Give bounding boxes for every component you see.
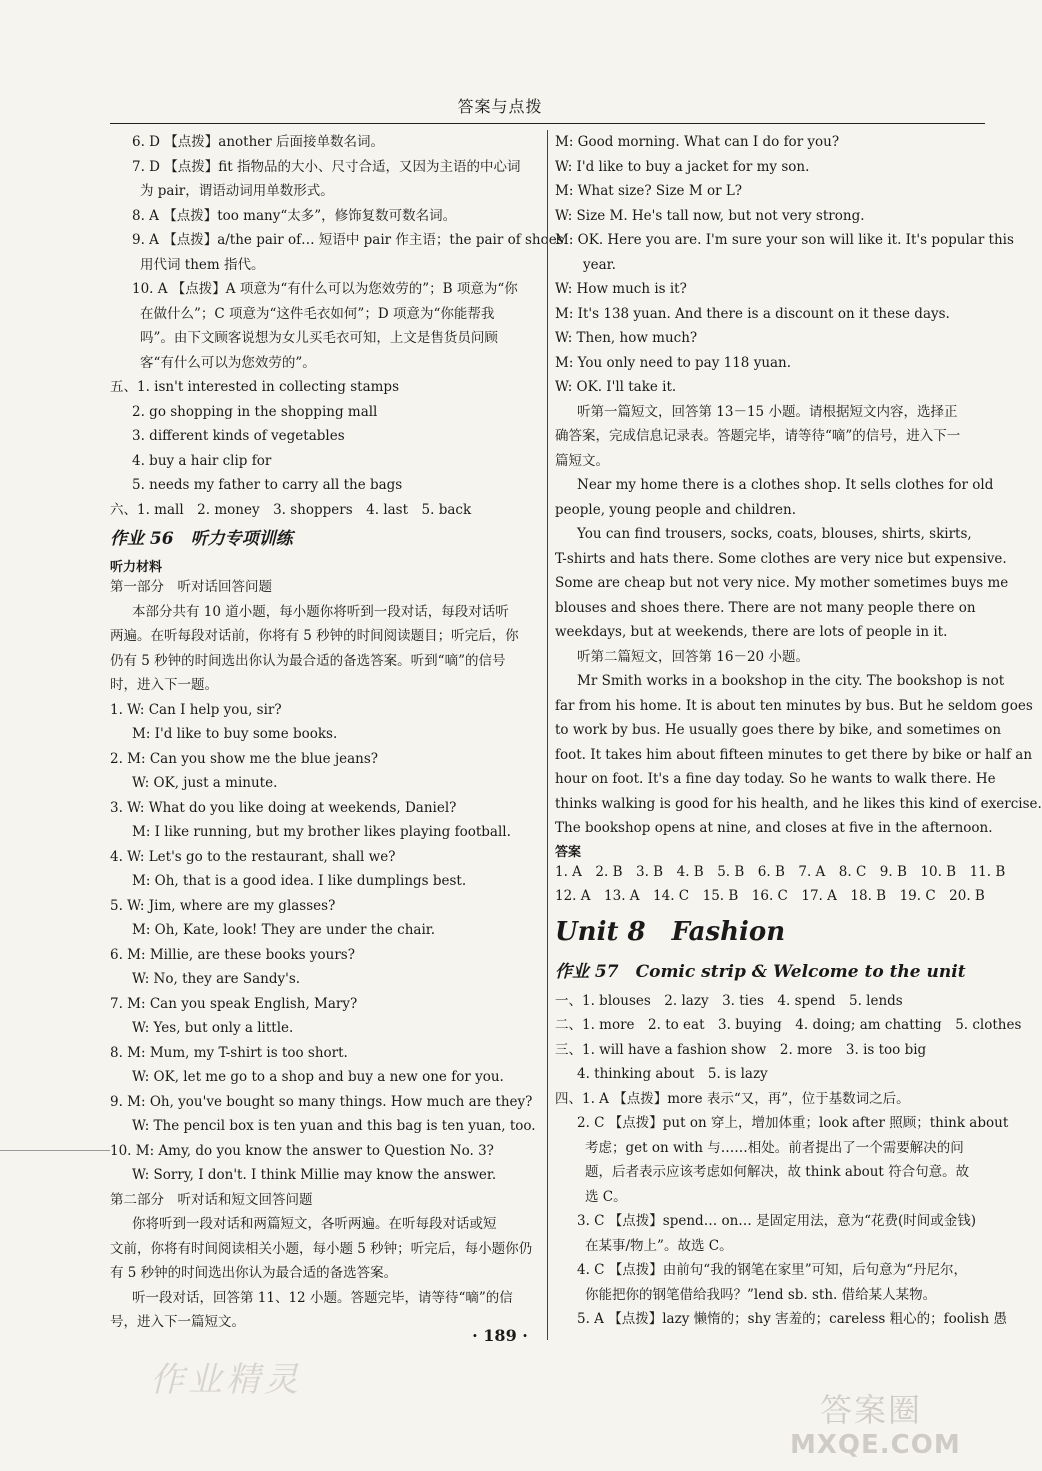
right-column-line: 3. C 【点拨】spend… on… 是固定用法，意为“花费(时间或金钱) [577, 1213, 977, 1229]
left-column-line: 第二部分 听对话和短文回答问题 [110, 1191, 313, 1208]
right-column-line: far from his home. It is about ten minutes by bus. But he seldom goes [555, 697, 1033, 714]
left-column-line: W: No, they are Sandy's. [132, 971, 301, 987]
left-column-line: 9. A 【点拨】a/the pair of… 短语中 pair 作主语；the pair of shoes [132, 232, 564, 248]
right-column-line: W: Size M. He's tall now, but not very strong. [555, 207, 865, 224]
right-column-line: 篇短文。 [555, 452, 609, 469]
left-column-line: 号，进入下一篇短文。 [110, 1314, 245, 1330]
right-column-line: hour on foot. It's a fine day today. So he wants to walk there. He [555, 771, 996, 787]
right-column-line: W: I'd like to buy a jacket for my son. [555, 158, 810, 175]
watermark-url: MXQE.COM [790, 1430, 961, 1460]
right-column-line: T-shirts and hats there. Some clothes are very nice but expensive. [555, 550, 1007, 567]
left-column-line: W: OK, let me go to a shop and buy a new one for you. [132, 1069, 504, 1085]
binding-cut-line [0, 1150, 110, 1151]
left-column-line: 两遍。在听每段对话前，你将有 5 秒钟的时间阅读题目；听完后，你 [110, 628, 519, 644]
left-column-line: 作业 56 听力专项训练 [110, 529, 293, 549]
left-column-line: 用代词 them 指代。 [140, 256, 265, 273]
right-column-line: 在某事/物上”。故选 C。 [585, 1237, 733, 1254]
right-column-line: 选 C。 [585, 1188, 627, 1205]
left-column-line: 为 pair，谓语动词用单数形式。 [140, 183, 334, 199]
left-column-line: 10. M: Amy, do you know the answer to Question No. 3? [110, 1142, 494, 1159]
left-column-line: 8. M: Mum, my T-shirt is too short. [110, 1044, 348, 1061]
right-column-line: Some are cheap but not very nice. My mother sometimes buys me [555, 575, 1009, 591]
left-column-line: 5. W: Jim, where are my glasses? [110, 897, 336, 914]
left-column-line: 五、1. isn't interested in collecting stamps [110, 379, 400, 395]
left-column-line: 8. A 【点拨】too many“太多”，修饰复数可数名词。 [132, 207, 457, 224]
right-column-line: M: Good morning. What can I do for you? [555, 134, 840, 150]
right-column-line: M: What size? Size M or L? [555, 183, 743, 199]
left-column-line: 仍有 5 秒钟的时间选出你认为最合适的备选答案。听到“嘀”的信号 [110, 652, 506, 669]
left-column-line: 10. A 【点拨】A 项意为“有什么可以为您效劳的”；B 项意为“你 [132, 281, 518, 297]
right-column-line: year. [583, 256, 616, 273]
left-column-line: 9. M: Oh, you've bought so many things. How much are they? [110, 1093, 533, 1110]
right-column-line: You can find trousers, socks, coats, blouses, shirts, skirts, [577, 526, 972, 542]
right-column-line: 听第二篇短文，回答第 16－20 小题。 [577, 648, 809, 665]
left-column-line: M: Oh, Kate, look! They are under the chair. [132, 922, 436, 938]
left-column-line: 3. W: What do you like doing at weekends, Daniel? [110, 799, 457, 816]
right-column-line: W: Then, how much? [555, 330, 698, 346]
left-column-line: M: I'd like to buy some books. [132, 726, 338, 742]
right-column-line: M: OK. Here you are. I'm sure your son will like it. It's popular this [555, 232, 1014, 248]
left-column-line: 时，进入下一题。 [110, 677, 218, 693]
left-column-line: M: Oh, that is a good idea. I like dumplings best. [132, 873, 467, 889]
right-column-line: 一、1. blouses 2. lazy 3. ties 4. spend 5. lends [555, 992, 903, 1009]
left-column-line: 有 5 秒钟的时间选出你认为最合适的备选答案。 [110, 1265, 398, 1281]
left-column-line: 5. needs my father to carry all the bags [132, 477, 403, 493]
left-column-line: W: The pencil box is ten yuan and this bag is ten yuan, too. [132, 1118, 536, 1134]
left-column-line: 7. M: Can you speak English, Mary? [110, 995, 358, 1012]
right-column-line: 你能把你的钢笔借给我吗？”lend sb. sth. 借给某人某物。 [585, 1286, 937, 1303]
left-column-line: 3. different kinds of vegetables [132, 428, 345, 444]
left-column-line: 客“有什么可以为您效劳的”。 [140, 354, 316, 371]
left-column-line: 1. W: Can I help you, sir? [110, 701, 282, 718]
right-column-line: 考虑；get on with 与……相处。前者提出了一个需要解决的问 [585, 1139, 964, 1156]
right-column-line: 确答案，完成信息记录表。答题完毕，请等待“嘀”的信号，进入下一 [555, 428, 961, 444]
right-column-line: 4. C 【点拨】由前句“我的钢笔在家里”可知，后句意为“丹尼尔， [577, 1262, 967, 1278]
left-column-line: 在做什么”；C 项意为“这件毛衣如何”；D 项意为“你能帮我 [140, 305, 495, 322]
watermark-stamp: 作业精灵 [150, 1360, 302, 1400]
right-column-line: 四、1. A 【点拨】more 表示“又，再”，位于基数词之后。 [555, 1090, 910, 1107]
left-column-line: 2. M: Can you show me the blue jeans? [110, 750, 379, 767]
right-column-line: M: It's 138 yuan. And there is a discount on it these days. [555, 305, 950, 322]
left-column [110, 130, 564, 1335]
page-number: · 189 · [472, 1326, 528, 1345]
right-column-line: Near my home there is a clothes shop. It sells clothes for old [577, 477, 994, 493]
right-column-line: Mr Smith works in a bookshop in the city. The bookshop is not [577, 673, 1005, 689]
watermark-logo: 答案圈 [820, 1391, 923, 1429]
right-column-line: The bookshop opens at nine, and closes at five in the afternoon. [555, 820, 993, 836]
left-column-line: 4. W: Let's go to the restaurant, shall we? [110, 848, 396, 865]
left-column-line: W: Yes, but only a little. [132, 1020, 294, 1036]
left-column-line: 4. buy a hair clip for [132, 452, 272, 469]
right-column-line: weekdays, but at weekends, there are lots of people in it. [555, 624, 948, 640]
right-column-line: foot. It takes him about fifteen minutes to get there by bike or half an [555, 746, 1033, 763]
left-column-line: 7. D 【点拨】fit 指物品的大小、尺寸合适，又因为主语的中心词 [132, 158, 521, 175]
right-column-line: 5. A 【点拨】lazy 懒惰的；shy 害羞的；careless 粗心的；foolish 愚 [577, 1311, 1007, 1327]
left-column-line: 文前，你将有时间阅读相关小题，每小题 5 秒钟；听完后，每小题你仍 [110, 1240, 533, 1257]
left-column-line: 你将听到一段对话和两篇短文，各听两遍。在听每段对话或短 [132, 1216, 497, 1232]
right-column-line: 三、1. will have a fashion show 2. more 3. is too big [555, 1041, 927, 1058]
right-column-line: 1. A 2. B 3. B 4. B 5. B 6. B 7. A 8. C 9. B 10. B 11. B [555, 863, 1006, 880]
right-column-line: 听第一篇短文，回答第 13－15 小题。请根据短文内容，选择正 [577, 403, 958, 420]
left-column-line: 6. D 【点拨】another 后面接单数名词。 [132, 134, 385, 150]
left-column-line: 本部分共有 10 道小题，每小题你将听到一段对话，每段对话听 [132, 603, 509, 620]
right-column-line: 2. C 【点拨】put on 穿上，增加体重；look after 照顾；think about [577, 1115, 1009, 1131]
page-header-title: 答案与点拨 [457, 97, 543, 116]
right-column-line: thinks walking is good for his health, and he likes this kind of exercise. [555, 795, 1042, 812]
right-column-line: 答案 [555, 844, 582, 860]
right-column [555, 130, 1042, 1332]
right-column-line: W: How much is it? [555, 281, 687, 297]
right-column-line: 题，后者表示应该考虑如何解决，故 think about 符合句意。故 [585, 1164, 970, 1180]
left-column-line: 听力材料 [110, 560, 163, 575]
right-column-line: W: OK. I'll take it. [555, 379, 677, 395]
right-column-line: 二、1. more 2. to eat 3. buying 4. doing; am chatting 5. clothes [555, 1017, 1022, 1033]
column-divider [547, 130, 548, 1340]
left-column-line: 吗”。由下文顾客说想为女儿买毛衣可知，上文是售货员问顾 [140, 330, 498, 346]
left-column-line: 第一部分 听对话回答问题 [110, 579, 272, 595]
left-column-line: W: Sorry, I don't. I think Millie may know the answer. [132, 1167, 497, 1183]
right-column-line: people, young people and children. [555, 501, 797, 518]
left-column-line: 听一段对话，回答第 11、12 小题。答题完毕，请等待“嘀”的信 [132, 1289, 513, 1306]
right-column-line: Unit 8 Fashion [555, 916, 786, 947]
left-column-line: 六、1. mall 2. money 3. shoppers 4. last 5. back [110, 501, 472, 518]
right-column-line: 4. thinking about 5. is lazy [577, 1066, 768, 1082]
header-rule [110, 123, 985, 124]
left-column-line: 2. go shopping in the shopping mall [132, 403, 378, 420]
left-column-line: W: OK, just a minute. [132, 775, 278, 791]
right-column-line: to work by bus. He usually goes there by bike, and sometimes on [555, 722, 1002, 738]
right-column-line: 12. A 13. A 14. C 15. B 16. C 17. A 18. B 19. C 20. B [555, 888, 985, 904]
left-column-line: M: I like running, but my brother likes playing football. [132, 824, 511, 840]
right-column-line: 作业 57 Comic strip & Welcome to the unit [555, 961, 966, 982]
left-column-line: 6. M: Millie, are these books yours? [110, 946, 355, 963]
right-column-line: blouses and shoes there. There are not many people there on [555, 599, 976, 616]
right-column-line: M: You only need to pay 118 yuan. [555, 354, 792, 371]
